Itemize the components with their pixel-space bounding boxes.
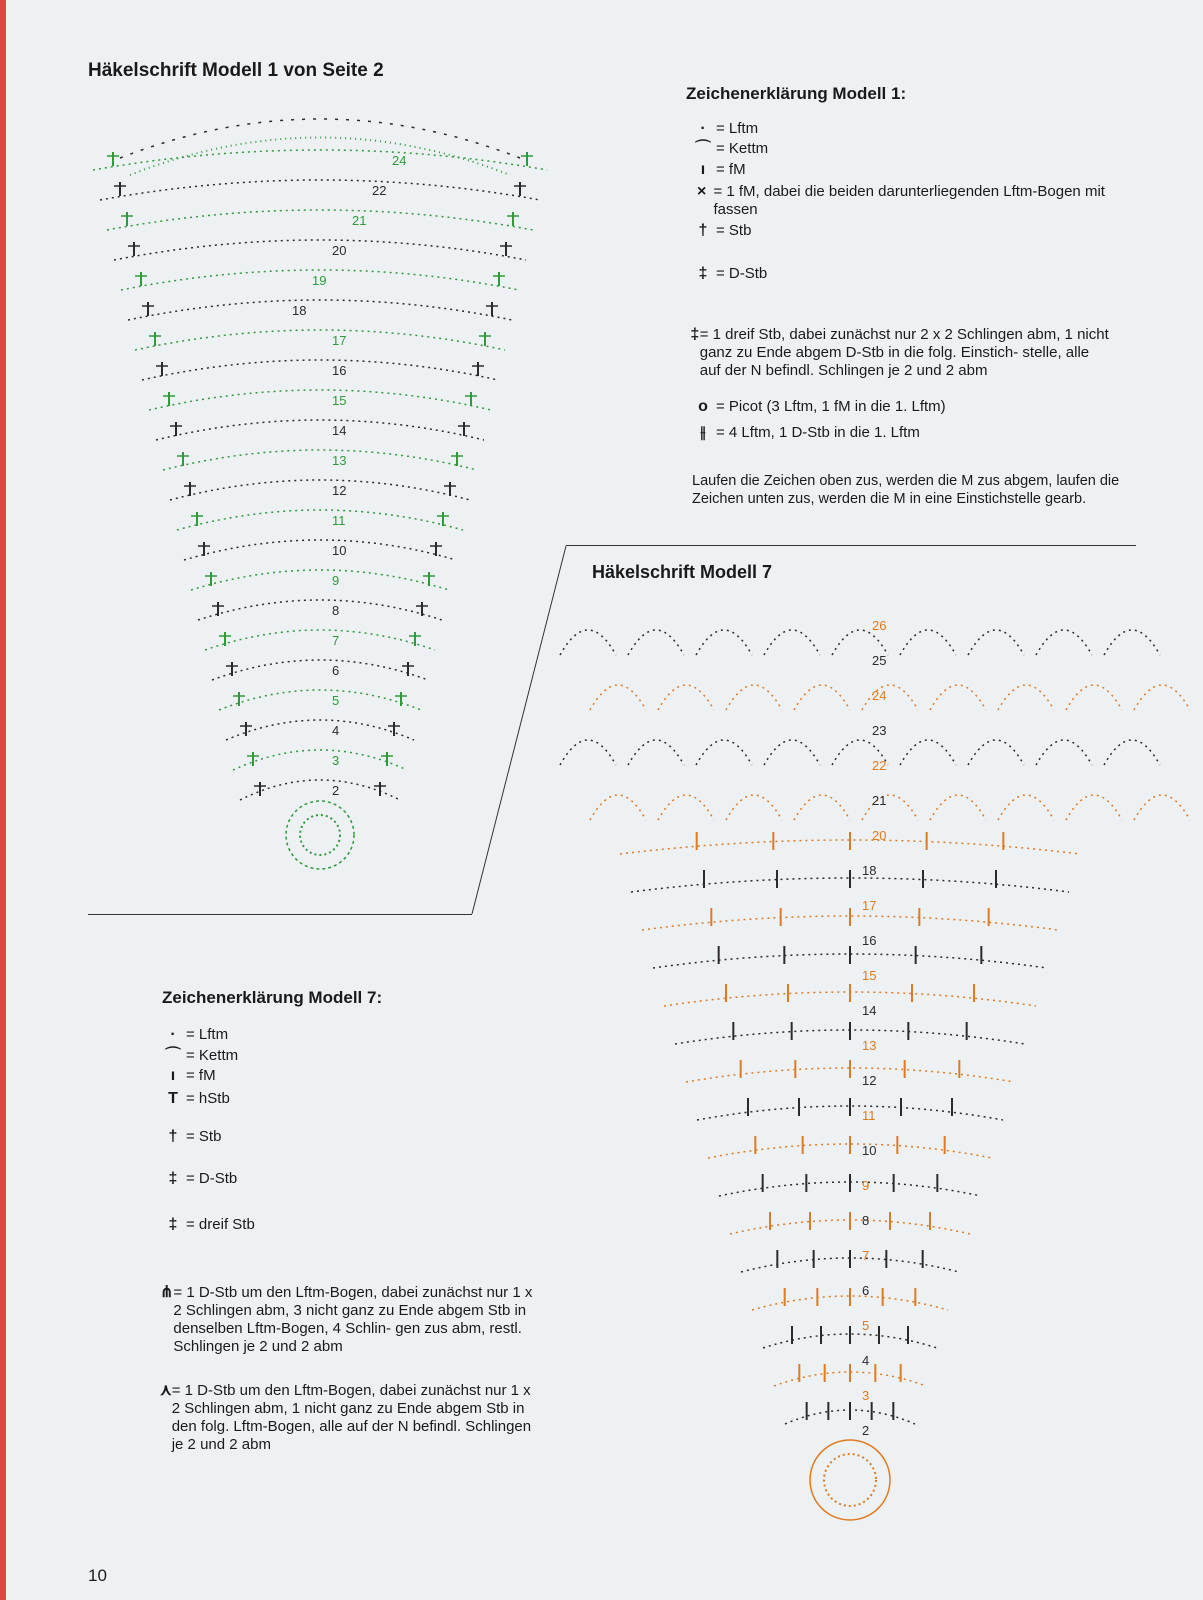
model7-round-label: 11 bbox=[862, 1108, 876, 1123]
cross-icon: × bbox=[697, 183, 707, 200]
model1-round-label: 8 bbox=[332, 603, 340, 618]
divider-left bbox=[88, 914, 472, 915]
model1-round-arc bbox=[205, 630, 435, 650]
model1-round-arc bbox=[163, 450, 477, 470]
model1-round-label: 24 bbox=[392, 153, 407, 168]
model1-legend-title: Zeichenerklärung Modell 1: bbox=[686, 84, 907, 103]
double-dagger-icon: ‡ bbox=[168, 1170, 178, 1187]
model1-round-label: 17 bbox=[332, 333, 347, 348]
model7-scallop bbox=[1104, 740, 1160, 765]
model7-legend-item bbox=[160, 1128, 540, 1146]
model7-legend-text: = Kettm bbox=[186, 1047, 239, 1064]
model7-crochet-chart bbox=[545, 600, 1165, 1560]
model1-round-label: 18 bbox=[292, 303, 307, 318]
model1-legend-item bbox=[690, 326, 1110, 380]
model7-round-label: 14 bbox=[862, 1003, 877, 1018]
model1-round-arc bbox=[219, 690, 421, 710]
model7-scallop bbox=[794, 685, 850, 710]
model7-scallop bbox=[764, 630, 820, 655]
model7-center-ring bbox=[824, 1454, 876, 1506]
model1-legend-item bbox=[690, 161, 1110, 179]
model1-legend-item bbox=[690, 140, 1110, 158]
model7-round-label: 20 bbox=[872, 828, 887, 843]
model1-center-ring bbox=[286, 801, 354, 869]
picot-icon: o bbox=[698, 398, 708, 415]
model1-round-arc bbox=[114, 240, 526, 260]
model1-round-arc bbox=[149, 390, 491, 410]
model1-round-label: 22 bbox=[372, 183, 387, 198]
model7-scallop bbox=[832, 630, 888, 655]
model1-round-label: 14 bbox=[332, 423, 347, 438]
model7-title: Häkelschrift Modell 7 bbox=[592, 562, 773, 582]
model1-round-label: 21 bbox=[352, 213, 367, 228]
divider-top bbox=[566, 545, 1136, 546]
model7-legend-text: = dreif Stb bbox=[186, 1216, 255, 1233]
model7-scallop bbox=[696, 740, 752, 765]
dot-icon: · bbox=[170, 1026, 176, 1043]
model1-legend-item bbox=[690, 183, 1110, 219]
model7-scallop bbox=[560, 740, 616, 765]
model1-legend-item bbox=[690, 222, 1110, 240]
model7-round-label: 17 bbox=[862, 898, 877, 913]
chain-stitch-icon: ⫲ bbox=[700, 424, 706, 441]
dagger-icon: † bbox=[168, 1128, 178, 1145]
model7-scallop bbox=[1066, 795, 1122, 820]
model1-round-arc bbox=[170, 480, 470, 500]
model7-legend-text: = 1 D-Stb um den Lftm-Bogen, dabei zunächst nur 1 x 2 Schlingen abm, 1 nicht ganz zu Ende abgem Stb in den folg. Lftm-Bogen, alle auf der N befindl. Schlingen je 2 und 2 abm bbox=[171, 1382, 532, 1453]
model1-round-label: 19 bbox=[312, 273, 327, 288]
model1-legend-item bbox=[690, 265, 1110, 283]
model7-round-label: 18 bbox=[862, 863, 877, 878]
model1-round-arc bbox=[226, 720, 414, 740]
model7-scallop bbox=[764, 740, 820, 765]
model7-scallop bbox=[794, 795, 850, 820]
model1-round-arc bbox=[233, 750, 407, 770]
model7-legend-text: = Stb bbox=[186, 1128, 222, 1145]
model7-round-label: 21 bbox=[872, 793, 887, 808]
model7-center-ring bbox=[810, 1440, 890, 1520]
model7-round-label: 22 bbox=[872, 758, 887, 773]
model7-round-label: 16 bbox=[862, 933, 877, 948]
model7-scallop bbox=[998, 685, 1054, 710]
model7-scallop bbox=[900, 740, 956, 765]
model1-picot-arc bbox=[120, 119, 520, 158]
model7-round-label: 12 bbox=[862, 1073, 877, 1088]
model1-round-arc bbox=[198, 600, 442, 620]
model1-legend-text: = Stb bbox=[716, 222, 752, 239]
model7-scallop bbox=[1104, 630, 1160, 655]
model1-center-ring bbox=[300, 815, 340, 855]
model1-round-label: 10 bbox=[332, 543, 347, 558]
model7-round-label: 5 bbox=[862, 1318, 870, 1333]
cluster-icon: ‡ bbox=[690, 326, 700, 343]
model7-legend-item bbox=[160, 1047, 540, 1065]
model1-legend-item bbox=[690, 424, 1110, 442]
model7-legend-text: = hStb bbox=[186, 1090, 230, 1107]
model1-round-arc bbox=[93, 150, 547, 170]
model1-round-label: 13 bbox=[332, 453, 347, 468]
model7-scallop bbox=[1036, 630, 1092, 655]
model7-scallop bbox=[930, 795, 986, 820]
model1-legend-text: = 1 fM, dabei die beiden darunterliegenden Lftm-Bogen mit fassen bbox=[713, 183, 1105, 218]
model1-round-arc bbox=[135, 330, 505, 350]
model7-scallop bbox=[862, 795, 918, 820]
model1-legend-text: = Picot (3 Lftm, 1 fM in die 1. Lftm) bbox=[716, 398, 946, 415]
triple-dagger-icon: ‡ bbox=[168, 1216, 178, 1233]
dot-icon: · bbox=[700, 120, 706, 137]
model7-scallop bbox=[1036, 740, 1092, 765]
model7-scallop bbox=[658, 795, 714, 820]
model1-round-label: 6 bbox=[332, 663, 340, 678]
model7-scallop bbox=[658, 685, 714, 710]
model7-scallop bbox=[900, 630, 956, 655]
model7-scallop bbox=[998, 795, 1054, 820]
model7-round-label: 23 bbox=[872, 723, 887, 738]
model1-legend-text: = Lftm bbox=[716, 120, 759, 137]
model7-legend-text: = D-Stb bbox=[186, 1170, 238, 1187]
model1-round-label: 16 bbox=[332, 363, 347, 378]
model1-round-label: 2 bbox=[332, 783, 340, 798]
model7-legend-item bbox=[160, 1284, 540, 1356]
model7-round-label: 9 bbox=[862, 1178, 870, 1193]
model1-note: Laufen die Zeichen oben zus, werden die M zus abgem, laufen die Zeichen unten zus, werden die M in eine Einstichstelle gearb. bbox=[692, 473, 1120, 507]
model1-round-arc bbox=[107, 210, 533, 230]
model7-scallop bbox=[696, 630, 752, 655]
model1-legend-text: = 4 Lftm, 1 D-Stb in die 1. Lftm bbox=[716, 424, 920, 441]
model7-round-label: 3 bbox=[862, 1388, 870, 1403]
bar-icon: ı bbox=[170, 1067, 176, 1084]
model7-scallop bbox=[1134, 795, 1190, 820]
model7-scallop bbox=[1066, 685, 1122, 710]
dagger-icon: † bbox=[698, 222, 708, 239]
model7-legend-text: = 1 D-Stb um den Lftm-Bogen, dabei zunächst nur 1 x 2 Schlingen abm, 3 nicht ganz zu Ende abgem Stb in denselben Lftm-Bogen, 4 Schlin- gen zus abm, restl. Schlingen je 2 und 2 abm bbox=[173, 1284, 533, 1355]
model7-scallop bbox=[560, 630, 616, 655]
model7-legend-title: Zeichenerklärung Modell 7: bbox=[162, 988, 383, 1007]
model1-legend-item bbox=[690, 398, 1110, 416]
model7-scallop bbox=[968, 740, 1024, 765]
page-number: 10 bbox=[88, 1566, 107, 1585]
model1-round-arc bbox=[156, 420, 484, 440]
model7-scallop bbox=[590, 685, 646, 710]
page-edge bbox=[0, 0, 6, 1600]
model7-scallop bbox=[628, 740, 684, 765]
model7-legend-item bbox=[160, 1090, 540, 1108]
model1-round-arc bbox=[100, 180, 540, 200]
model7-round-label: 7 bbox=[862, 1248, 870, 1263]
model1-round-arc bbox=[212, 660, 428, 680]
model7-legend-text: = fM bbox=[186, 1067, 216, 1084]
model1-round-arc bbox=[142, 360, 498, 380]
model7-scallop bbox=[930, 685, 986, 710]
model1-round-label: 4 bbox=[332, 723, 340, 738]
model1-round-arc bbox=[240, 780, 400, 800]
model7-scallop bbox=[1134, 685, 1190, 710]
model7-round-label: 2 bbox=[862, 1423, 870, 1438]
split-cluster-icon: ⋏ bbox=[160, 1382, 172, 1399]
model1-round-arc bbox=[177, 510, 463, 530]
model1-title: Häkelschrift Modell 1 von Seite 2 bbox=[88, 60, 384, 81]
model1-round-label: 12 bbox=[332, 483, 347, 498]
model7-round-label: 6 bbox=[862, 1283, 870, 1298]
model1-round-label: 20 bbox=[332, 243, 347, 258]
model1-round-arc bbox=[128, 300, 512, 320]
model7-scallop bbox=[862, 685, 918, 710]
model1-legend-text: = fM bbox=[716, 161, 746, 178]
model1-round-label: 9 bbox=[332, 573, 340, 588]
model7-round-label: 26 bbox=[872, 618, 887, 633]
model7-scallop bbox=[628, 630, 684, 655]
model7-legend-item bbox=[160, 1382, 540, 1454]
t-icon: T bbox=[168, 1090, 178, 1107]
arc-icon: ⌒ bbox=[164, 1047, 181, 1064]
bar-icon: ı bbox=[700, 161, 706, 178]
model7-scallop bbox=[590, 795, 646, 820]
model7-round-label: 15 bbox=[862, 968, 877, 983]
model1-round-arc bbox=[184, 540, 456, 560]
model7-round-label: 10 bbox=[862, 1143, 877, 1158]
model7-round-label: 24 bbox=[872, 688, 887, 703]
model1-round-arc bbox=[191, 570, 449, 590]
model7-round-label: 8 bbox=[862, 1213, 870, 1228]
model1-legend-item bbox=[690, 120, 1110, 138]
model7-scallop bbox=[726, 795, 782, 820]
model7-round-label: 25 bbox=[872, 653, 887, 668]
model7-legend-item bbox=[160, 1026, 540, 1044]
model1-legend-text: = Kettm bbox=[716, 140, 769, 157]
fan-cluster-icon: ⋔ bbox=[160, 1284, 174, 1301]
model7-legend-item bbox=[160, 1170, 540, 1188]
model7-legend-item bbox=[160, 1216, 540, 1234]
model1-round-label: 5 bbox=[332, 693, 340, 708]
model1-round-label: 3 bbox=[332, 753, 340, 768]
model1-round-label: 11 bbox=[332, 513, 346, 528]
model1-round-label: 15 bbox=[332, 393, 347, 408]
model7-legend-item bbox=[160, 1067, 540, 1085]
model1-legend-text: = 1 dreif Stb, dabei zunächst nur 2 x 2 Schlingen abm, 1 nicht ganz zu Ende abgem D-Stb in die folg. Einstich- stelle, alle auf der N befindl. Schlingen je 2 und 2 abm bbox=[699, 326, 1109, 379]
model1-legend-text: = D-Stb bbox=[716, 265, 768, 282]
model7-round-label: 4 bbox=[862, 1353, 870, 1368]
model7-round-label: 13 bbox=[862, 1038, 877, 1053]
model1-round-label: 7 bbox=[332, 633, 340, 648]
model7-scallop bbox=[968, 630, 1024, 655]
arc-icon: ⌒ bbox=[694, 140, 711, 157]
model7-legend-text: = Lftm bbox=[186, 1026, 229, 1043]
model7-scallop bbox=[726, 685, 782, 710]
double-dagger-icon: ‡ bbox=[698, 265, 708, 282]
